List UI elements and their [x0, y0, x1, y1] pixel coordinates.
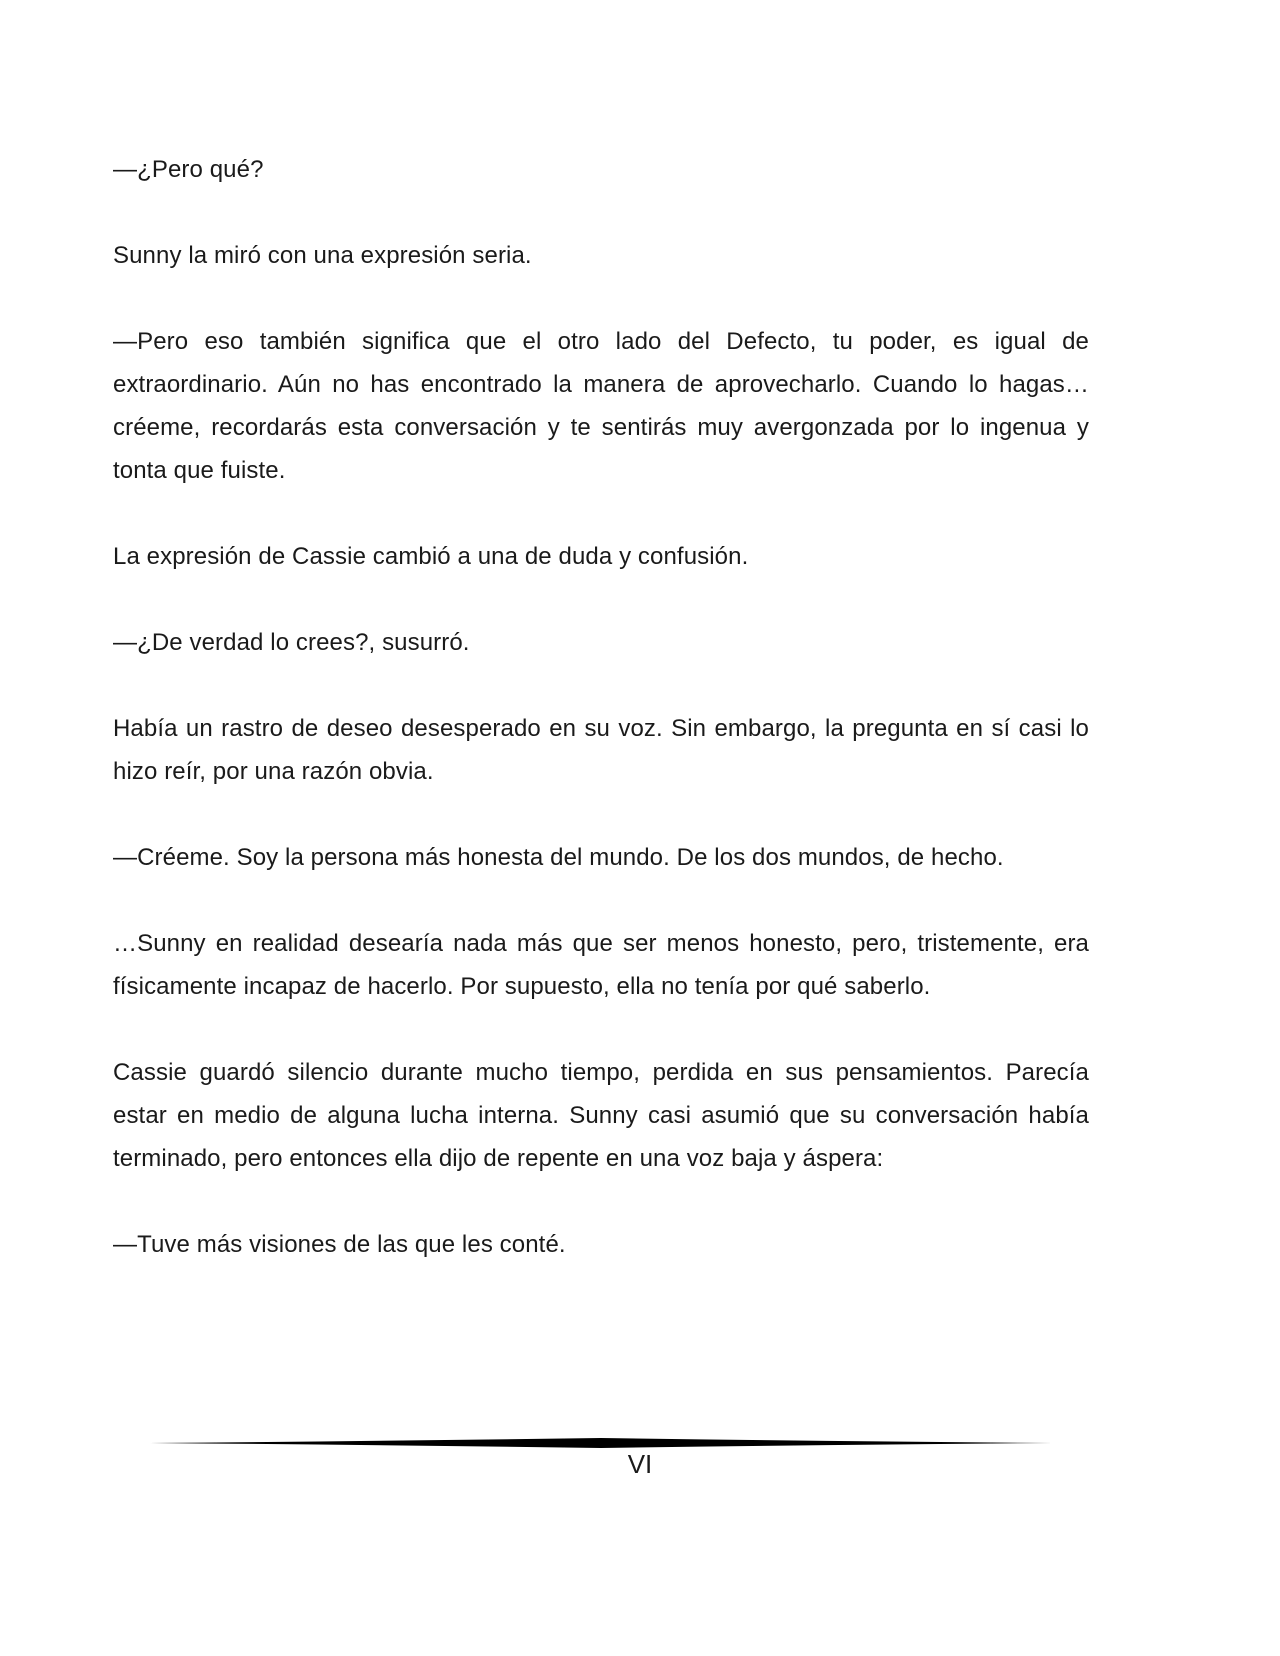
paragraph: —¿De verdad lo crees?, susurró.: [113, 629, 470, 656]
paragraph: Había un rastro de deseo desesperado en su voz. Sin embargo, la pregunta en sí casi lo hizo reír, por una razón obvia.: [113, 715, 1089, 785]
paragraph: …Sunny en realidad desearía nada más que ser menos honesto, pero, tristemente, era físicamente incapaz de hacerlo. Por supuesto, ella no tenía por qué saberlo.: [113, 930, 1089, 1000]
paragraph: —¿Pero qué?: [113, 156, 264, 183]
page-body: [113, 148, 1089, 1309]
paragraph: La expresión de Cassie cambió a una de duda y confusión.: [113, 543, 749, 570]
paragraph: Cassie guardó silencio durante mucho tiempo, perdida en sus pensamientos. Parecía estar en medio de alguna lucha interna. Sunny casi asumió que su conversación había terminado, pero entonces ella dijo de repente en una voz baja y áspera:: [113, 1059, 1089, 1172]
paragraph: —Tuve más visiones de las que les conté.: [113, 1231, 566, 1258]
footer-divider-stroke: [150, 1438, 1052, 1448]
page-number: VI: [627, 1449, 653, 1479]
paragraph: —Pero eso también significa que el otro lado del Defecto, tu poder, es igual de extraordinario. Aún no has encontrado la manera de aprovecharlo. Cuando lo hagas… créeme, recordarás esta conversación y te sentirás muy avergonzada por lo ingenua y tonta que fuiste.: [113, 328, 1089, 484]
paragraph: —Créeme. Soy la persona más honesta del mundo. De los dos mundos, de hecho.: [113, 844, 1004, 871]
paragraph: Sunny la miró con una expresión seria.: [113, 242, 532, 269]
